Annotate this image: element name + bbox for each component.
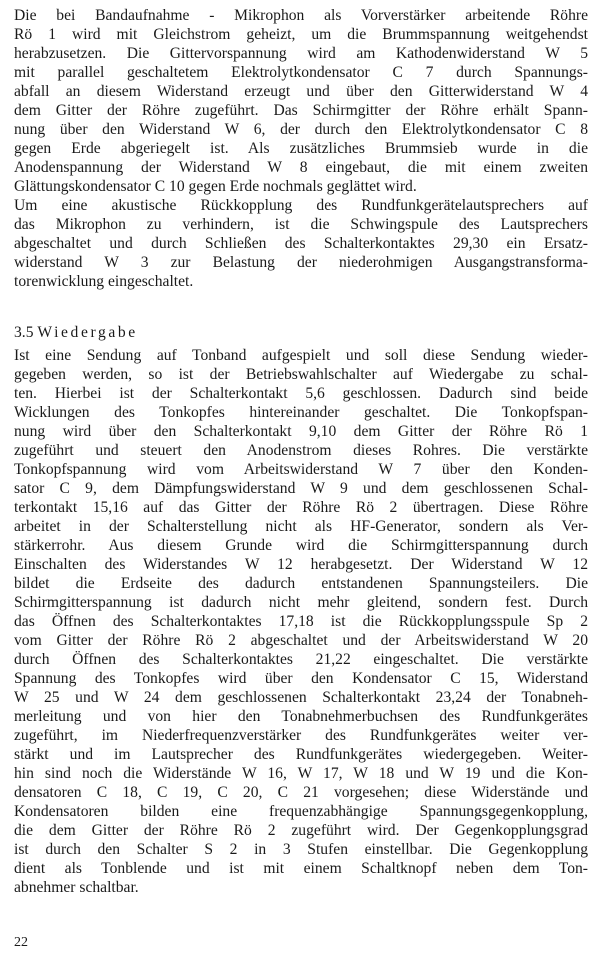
section-title: Wiedergabe — [37, 324, 138, 341]
text-line: Die bei Bandaufnahme - Mikrophon als Vorverstärker arbeitende Röhre — [14, 7, 588, 24]
text-line: Tonkopfspannung wird vom Arbeitswiderstand W 7 über den Konden- — [14, 461, 588, 478]
text-line: ten. Hierbei ist der Schalterkontakt 5,6 geschlossen. Dadurch sind beide — [14, 385, 588, 402]
text-line: gegen Erde abgeriegelt ist. Als zusätzliches Brummsieb wurde in die — [14, 140, 588, 157]
section-number: 3.5 — [14, 324, 34, 341]
text-line: ist durch den Schalter S 2 in 3 Stufen einstellbar. Die Gegenkopplung — [14, 841, 588, 858]
text-line: widerstand W 3 zur Belastung der niederohmigen Ausgangstransforma- — [14, 254, 588, 271]
text-line: Um eine akustische Rückkopplung des Rundfunkgerätelautsprechers auf — [14, 197, 588, 214]
text-line: nung über den Widerstand W 6, der durch den Elektrolytkondensator C 8 — [14, 121, 588, 138]
text-line: sator C 9, dem Dämpfungswiderstand W 9 und dem geschlossenen Schal- — [14, 480, 588, 497]
text-line: abnehmer schaltbar. — [14, 879, 139, 896]
text-line: Glättungskondensator C 10 gegen Erde nochmals geglättet wird. — [14, 178, 417, 195]
text-line: das Öffnen des Schalterkontaktes 17,18 ist die Rückkopplungsspule Sp 2 — [14, 613, 588, 630]
text-line: hin sind noch die Widerstände W 16, W 17, W 18 und W 19 und die Kon- — [14, 765, 588, 782]
text-line: Schirmgitterspannung ist dadurch nicht mehr gleitend, sondern fest. Durch — [14, 594, 588, 611]
text-line: nung wird über den Schalterkontakt 9,10 dem Gitter der Röhre Rö 1 — [14, 423, 588, 440]
text-line: dient als Tonblende und ist mit einem Schaltknopf neben dem Ton- — [14, 860, 588, 877]
text-line: Ist eine Sendung auf Tonband aufgespielt und soll diese Sendung wieder- — [14, 347, 588, 364]
text-line: mit parallel geschaltetem Elektrolytkondensator C 7 durch Spannungs- — [14, 64, 588, 81]
text-line: bildet die Erdseite des dadurch entstandenen Spannungsteilers. Die — [14, 575, 588, 592]
text-line: Kondensatoren bilden eine frequenzabhängige Spannungsgegenkopplung, — [14, 803, 588, 820]
text-line: densatoren C 18, C 19, C 20, C 21 vorgesehen; diese Widerstände und — [14, 784, 588, 801]
text-line: stärkerrohr. Aus diesem Grunde wird die Schirmgitterspannung durch — [14, 537, 588, 554]
paragraph-wiedergabe — [14, 346, 588, 897]
text-line: terkontakt 15,16 auf das Gitter der Röhre Rö 2 übertragen. Diese Röhre — [14, 499, 588, 516]
text-line: gegeben werden, so ist der Betriebswahlschalter auf Wiedergabe zu schal- — [14, 366, 588, 383]
text-line: Wicklungen des Tonkopfes hintereinander geschaltet. Die Tonkopfspan- — [14, 404, 588, 421]
text-line: Einschalten des Widerstandes W 12 herabgesetzt. Der Widerstand W 12 — [14, 556, 588, 573]
text-line: abgeschaltet und durch Schließen des Schalterkontaktes 29,30 ein Ersatz- — [14, 235, 588, 252]
text-line: zugeführt, im Niederfrequenzverstärker des Rundfunkgerätes weiter ver- — [14, 727, 588, 744]
text-line: das Mikrophon zu verhindern, ist die Schwingspule des Lautsprechers — [14, 216, 588, 233]
text-line: vom Gitter der Röhre Rö 2 abgeschaltet und der Arbeitswiderstand W 20 — [14, 632, 588, 649]
text-line: W 25 und W 24 dem geschlossenen Schalterkontakt 23,24 der Tonabneh- — [14, 689, 588, 706]
text-line: Spannung des Tonkopfes wird über den Kondensator C 15, Widerstand — [14, 670, 588, 687]
text-line: torenwicklung eingeschaltet. — [14, 273, 194, 290]
paragraph-intro — [14, 6, 588, 291]
text-line: zugeführt und steuert den Anodenstrom dieses Rohres. Die verstärkte — [14, 442, 588, 459]
text-line: Anodenspannung der Widerstand W 8 eingebaut, die mit einem zweiten — [14, 159, 588, 176]
text-line: herabzusetzen. Die Gittervorspannung wird am Kathodenwiderstand W 5 — [14, 45, 588, 62]
text-line: abfall an diesem Widerstand erzeugt und über den Gitterwiderstand W 4 — [14, 83, 588, 100]
section-heading — [14, 323, 138, 342]
text-line: Rö 1 wird mit Gleichstrom geheizt, um die Brummspannung weitgehendst — [14, 26, 588, 43]
text-line: stärkt und im Lautsprecher des Rundfunkgerätes wiedergegeben. Weiter- — [14, 746, 588, 763]
text-line: merleitung und von hier den Tonabnehmerbuchsen des Rundfunkgerätes — [14, 708, 588, 725]
text-line: arbeitet in der Schalterstellung nicht als HF-Generator, sondern als Ver- — [14, 518, 588, 535]
page-number: 22 — [14, 935, 28, 950]
text-line: die dem Gitter der Röhre Rö 2 zugeführt wird. Der Gegenkopplungsgrad — [14, 822, 588, 839]
text-line: dem Gitter der Röhre zugeführt. Das Schirmgitter der Röhre erhält Spann- — [14, 102, 588, 119]
text-line: durch Öffnen des Schalterkontaktes 21,22 eingeschaltet. Die verstärkte — [14, 651, 588, 668]
